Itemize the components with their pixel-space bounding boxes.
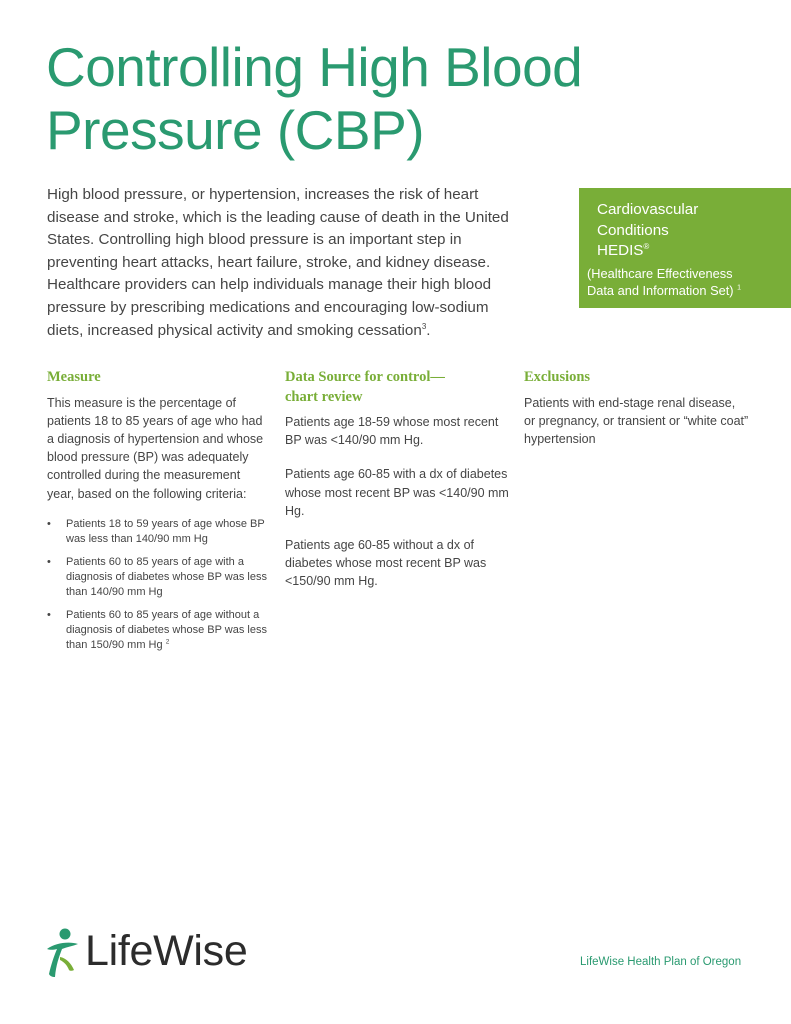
exclusions-text: Patients with end-stage renal disease, or pregnancy, or transient or “white coat” hypertension (524, 395, 749, 446)
plan-name: LifeWise Health Plan of Oregon (580, 956, 742, 968)
registered-mark: ® (643, 241, 650, 251)
measure-column (47, 368, 267, 661)
hedis-category-box (579, 188, 791, 308)
hedis-description (587, 265, 781, 300)
intro-text: High blood pressure, or hypertension, increases the risk of heart disease and stroke, which is the leading cause of death in the United States. Controlling high blood pressure is an important step in preventing heart attacks, heart failure, stroke, and kidney disease. Healthcare providers can help individuals manage their high blood pressure by prescribing medications and encouraging low-sodium diets, increased physical activity and smoking cessation (47, 186, 509, 339)
list-item (47, 608, 267, 653)
intro-paragraph (47, 184, 517, 342)
data-source-column (285, 368, 510, 607)
logo-wordmark: LifeWise (85, 927, 248, 975)
person-figure-icon (45, 927, 81, 979)
measure-heading: Measure (47, 369, 101, 385)
measure-text: This measure is the percentage of patients 18 to 85 years of age who had a diagnosis of hypertension and whose blood pressure (BP) was adequately controlled during the measurement year, based on the following criteria: (47, 395, 264, 501)
desc-line-1: (Healthcare Effectiveness (587, 265, 733, 281)
category-label (597, 200, 781, 241)
criteria-ref: 2 (165, 638, 170, 646)
criteria-text: Patients 60 to 85 years of age without a diagnosis of diabetes whose BP was less than 150/90 mm Hg (66, 608, 267, 651)
category-line-2: Conditions (597, 221, 669, 239)
bullet-icon: • (47, 555, 51, 568)
intro-ref: 3 (421, 321, 427, 331)
intro-end: . (426, 321, 431, 339)
hedis-text: HEDIS (597, 242, 644, 259)
data-source-item: Patients age 18-59 whose most recent BP was <140/90 mm Hg. (285, 415, 499, 448)
exclusions-heading: Exclusions (524, 369, 591, 385)
data-source-heading (285, 368, 510, 407)
criteria-text: Patients 18 to 59 years of age whose BP was less than 140/90 mm Hg (66, 517, 265, 545)
criteria-list (47, 517, 267, 653)
list-item (47, 517, 267, 547)
page-title (46, 36, 646, 162)
criteria-text: Patients 60 to 85 years of age with a diagnosis of diabetes whose BP was less than 140/90 mm Hg (66, 555, 267, 598)
desc-line-2: Data and Information Set) (587, 283, 734, 298)
bullet-icon: • (47, 608, 51, 621)
data-source-item: Patients age 60-85 without a dx of diabetes whose most recent BP was <150/90 mm Hg. (285, 538, 487, 589)
category-line-1: Cardiovascular (597, 201, 699, 218)
title-line-2: Pressure (CBP) (46, 99, 425, 161)
data-source-heading-line-1: Data Source for control— (285, 369, 445, 385)
title-line-1: Controlling High Blood (46, 36, 583, 98)
data-source-item: Patients age 60-85 with a dx of diabetes whose most recent BP was <140/90 mm Hg. (285, 467, 509, 518)
exclusions-column (524, 368, 749, 448)
lifewise-logo (45, 927, 260, 981)
hedis-ref: 1 (737, 284, 742, 292)
list-item (47, 555, 267, 600)
bullet-icon: • (47, 517, 51, 530)
data-source-heading-line-2: chart review (285, 388, 363, 405)
hedis-label (597, 241, 781, 262)
